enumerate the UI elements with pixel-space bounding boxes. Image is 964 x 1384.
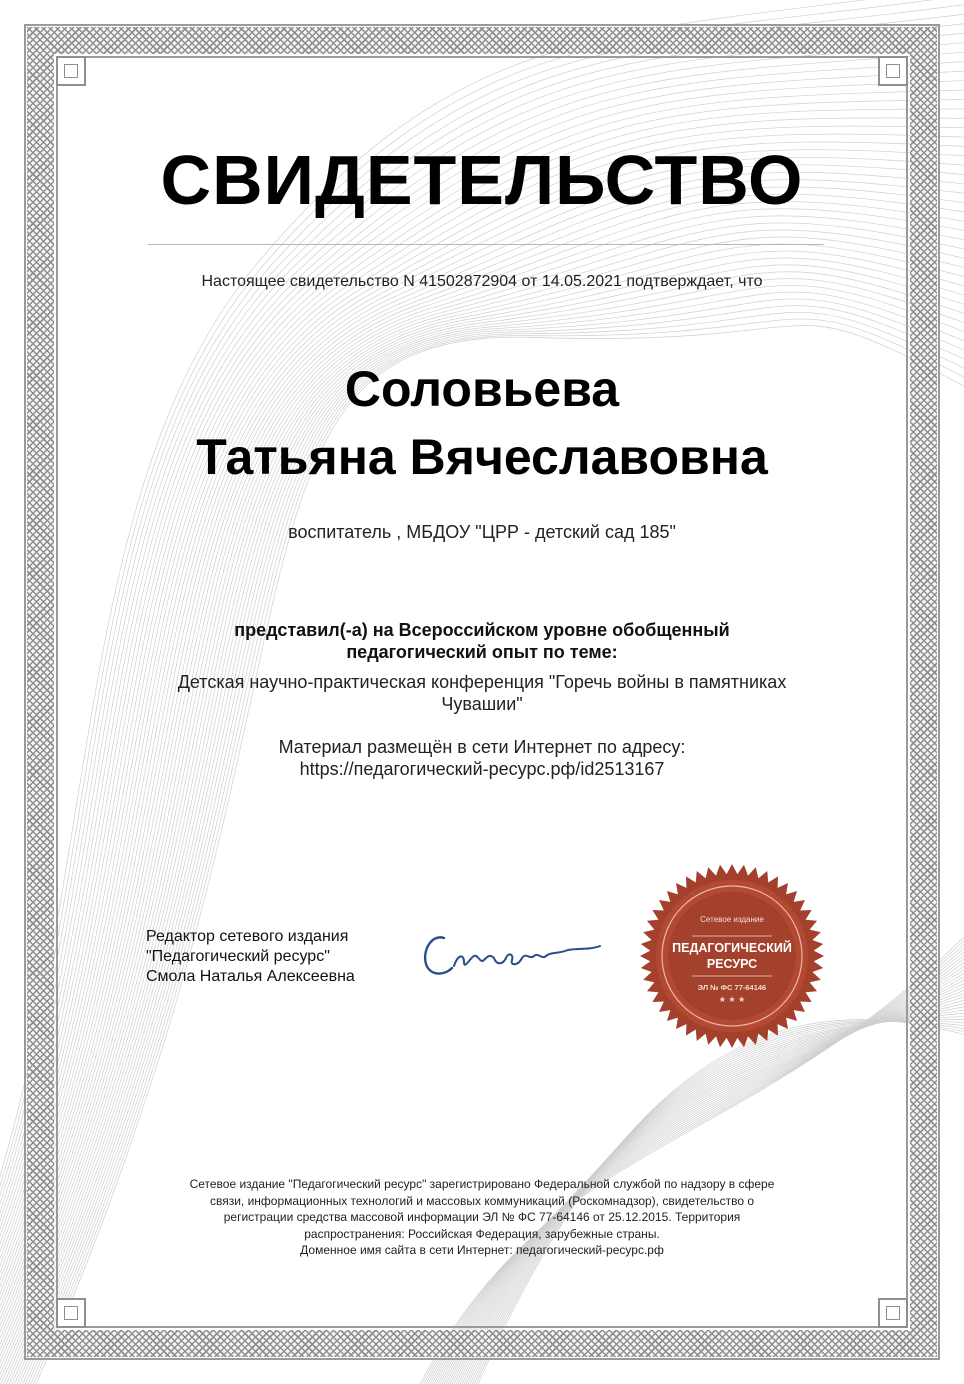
presented-line: представил(-а) на Всероссийском уровне обобщенный <box>234 620 730 640</box>
seal-stars: ★ ★ ★ <box>718 995 746 1004</box>
publication-seal <box>636 860 828 1052</box>
material-label: Материал размещён в сети Интернет по адресу: <box>278 737 686 757</box>
topic-text <box>150 671 814 715</box>
seal-top-text: Сетевое издание <box>700 915 764 924</box>
title-divider <box>148 244 824 245</box>
presented-statement <box>180 619 784 663</box>
recipient-position: воспитатель , МБДОУ "ЦРР - детский сад 185" <box>288 522 676 542</box>
corner-ornament-bottom-left <box>56 1298 86 1328</box>
corner-ornament-bottom-right <box>878 1298 908 1328</box>
seal-registration-text: ЭЛ № ФС 77-64146 <box>697 983 767 992</box>
certificate-intro: Настоящее свидетельство N 41502872904 от 14.05.2021 подтверждает, что <box>201 273 763 290</box>
corner-ornament-top-right <box>878 56 908 86</box>
topic-line: Чувашии" <box>441 694 523 714</box>
editor-signature <box>418 920 608 990</box>
editor-block <box>146 927 355 987</box>
certificate-title: СВИДЕТЕЛЬСТВО <box>160 141 804 219</box>
footer-line: регистрации средства массовой информации ЭЛ № ФС 77-64146 от 25.12.2015. Территория <box>223 1210 741 1224</box>
recipient-surname: Соловьева <box>344 361 620 417</box>
presented-line: педагогический опыт по теме: <box>346 642 618 662</box>
material-location <box>150 736 814 780</box>
editor-name: Смола Наталья Алексеевна <box>146 968 355 985</box>
editor-publication: "Педагогический ресурс" <box>146 948 330 965</box>
topic-line: Детская научно-практическая конференция "Горечь войны в памятниках <box>177 672 787 692</box>
footer-line: Доменное имя сайта в сети Интернет: педагогический-ресурс.рф <box>300 1243 664 1257</box>
footer-line: распространения: Российская Федерация, зарубежные страны. <box>304 1226 660 1241</box>
registration-footer <box>150 1176 814 1259</box>
recipient-given-names: Татьяна Вячеславовна <box>196 429 768 485</box>
seal-main-text: РЕСУРС <box>706 957 758 971</box>
material-url: https://педагогический-ресурс.рф/id2513167 <box>299 759 665 779</box>
corner-ornament-top-left <box>56 56 86 86</box>
seal-main-text: ПЕДАГОГИЧЕСКИЙ <box>672 941 792 955</box>
editor-title: Редактор сетевого издания <box>146 928 349 945</box>
footer-line: Сетевое издание "Педагогический ресурс" зарегистрировано Федеральной службой по надзору в сфере <box>189 1177 775 1191</box>
footer-line: связи, информационных технологий и массовых коммуникаций (Роскомнадзор), свидетельство о <box>209 1193 754 1208</box>
